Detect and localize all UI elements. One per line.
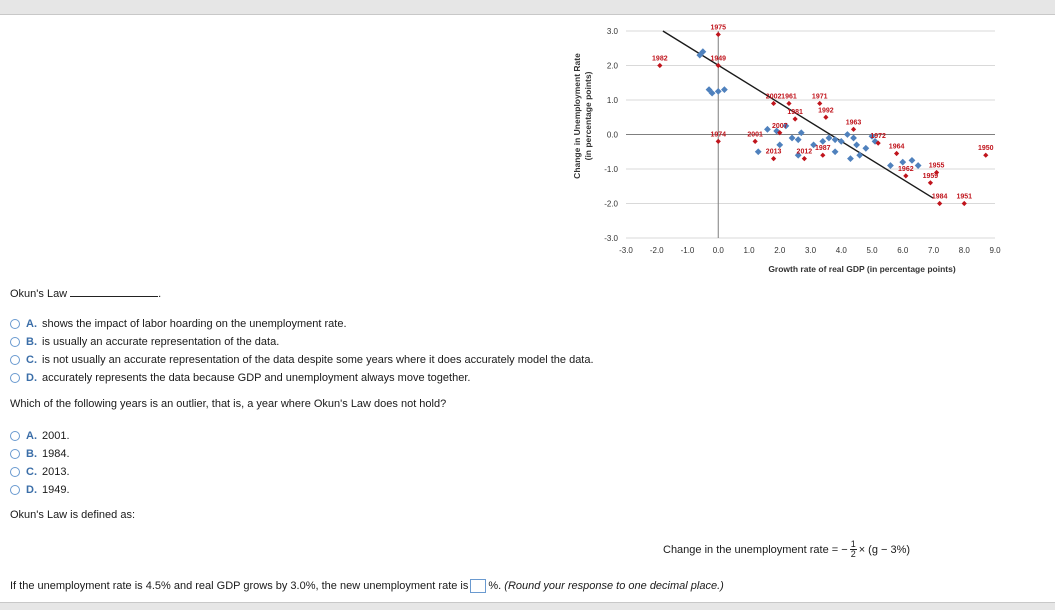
x-tick-labels: [619, 246, 1001, 255]
scatter-point: [915, 162, 922, 169]
formula-lhs: Change in the unemployment rate = −: [663, 543, 848, 556]
labeled-point-2002: [771, 101, 776, 106]
point-label-1959: 1959: [922, 172, 939, 180]
q2-option-b[interactable]: B. 1984.: [10, 448, 70, 460]
labeled-point-1950: [983, 153, 988, 158]
x-tick-label: 5.0: [866, 246, 878, 255]
chart-axes: [626, 31, 995, 238]
x-tick-label: 4.0: [835, 246, 847, 255]
y-tick-label: -3.0: [604, 234, 618, 243]
scatter-point: [715, 88, 722, 95]
formula-rhs: × (g − 3%): [858, 543, 911, 556]
scatter-point: [795, 136, 802, 143]
scatter-point: [862, 145, 869, 152]
labeled-point-1981: [793, 116, 798, 121]
q3-text-before: If the unemployment rate is 4.5% and real GDP grows by 3.0%, the new unemployment rate is: [10, 579, 469, 592]
point-label-1950: 1950: [977, 145, 994, 153]
x-tick-label: -2.0: [649, 246, 664, 255]
radio-icon[interactable]: [10, 431, 20, 441]
point-label-1963: 1963: [845, 119, 862, 127]
point-label-1987: 1987: [815, 145, 831, 153]
point-label-2007: 2007: [771, 122, 788, 130]
radio-icon[interactable]: [10, 467, 20, 477]
x-tick-label: 2.0: [774, 246, 786, 255]
x-tick-label: -3.0: [619, 246, 633, 255]
y-axis-label-line2: (in percentage points): [583, 71, 593, 161]
q2-option-c[interactable]: C. 2013.: [10, 466, 70, 478]
point-label-1972: 1972: [870, 133, 886, 141]
q1-option-b[interactable]: B. is usually an accurate representation of the data.: [10, 336, 279, 348]
y-tick-label: -2.0: [604, 199, 618, 209]
labeled-point-1992: [823, 115, 828, 120]
y-axis-label-line1: Change in Unemployment Rate: [572, 53, 582, 179]
scatter-point: [764, 126, 771, 133]
okun-scatter-chart: [560, 16, 1005, 278]
y-tick-label: -1.0: [604, 165, 618, 174]
radio-icon[interactable]: [10, 355, 20, 365]
point-label-1982: 1982: [652, 55, 668, 63]
y-tick-label: 1.0: [606, 96, 618, 105]
scatter-point: [776, 141, 783, 148]
labeled-point-1962: [903, 173, 908, 178]
point-label-2002: 2002: [765, 93, 782, 101]
labeled-point-1975: [716, 32, 721, 37]
okun-q1-blank: [70, 286, 158, 297]
scatter-point: [819, 138, 826, 145]
point-label-1962: 1962: [898, 165, 914, 173]
radio-icon[interactable]: [10, 319, 20, 329]
labeled-point-1963: [851, 127, 856, 132]
fraction-denominator: 2: [850, 549, 856, 559]
point-label-2001: 2001: [747, 131, 763, 139]
scatter-point: [798, 129, 805, 136]
x-tick-label: -1.0: [680, 246, 695, 255]
scatter-point: [755, 148, 762, 155]
okun-formula: [663, 540, 910, 559]
scatter-point: [789, 135, 796, 142]
point-label-1949: 1949: [710, 55, 727, 63]
point-label-1981: 1981: [787, 108, 803, 116]
labeled-point-2013: [771, 156, 776, 161]
x-tick-label: 9.0: [989, 246, 1001, 255]
point-label-1961: 1961: [781, 93, 797, 101]
y-tick-label: 0.0: [606, 130, 618, 140]
radio-icon[interactable]: [10, 373, 20, 383]
labeled-point-1951: [962, 201, 967, 206]
q1-option-c[interactable]: C. is not usually an accurate representation of the data despite some years where it does accurately model the data.: [10, 354, 594, 366]
labeled-point-1984: [937, 201, 942, 206]
top-bar: [0, 0, 1055, 15]
point-label-1975: 1975: [710, 24, 727, 32]
scatter-point: [899, 159, 906, 166]
scatter-point: [832, 148, 839, 155]
point-label-1955: 1955: [928, 162, 945, 170]
scatter-point: [909, 157, 916, 164]
x-tick-label: 0.0: [712, 246, 724, 255]
point-label-1971: 1971: [811, 93, 828, 101]
labeled-point-1987: [820, 153, 825, 158]
point-label-1951: 1951: [956, 193, 973, 201]
x-axis-label: Growth rate of real GDP (in percentage points): [768, 264, 956, 274]
point-label-2012: 2012: [796, 148, 813, 156]
radio-icon[interactable]: [10, 449, 20, 459]
formula-fraction: [850, 540, 857, 559]
point-label-1974: 1974: [710, 131, 727, 139]
labeled-point-1959: [928, 180, 933, 185]
scatter-point: [850, 135, 857, 142]
labeled-point-1964: [894, 151, 899, 156]
labeled-point-1974: [716, 139, 721, 144]
labeled-point-1971: [817, 101, 822, 106]
scatter-point: [853, 141, 860, 148]
labeled-point-2001: [753, 139, 758, 144]
point-label-2013: 2013: [765, 148, 782, 156]
point-label-1984: 1984: [931, 193, 948, 201]
scatter-point: [847, 155, 854, 162]
x-tick-label: 6.0: [897, 246, 909, 255]
labeled-point-2012: [802, 156, 807, 161]
point-label-1964: 1964: [888, 143, 905, 151]
radio-icon[interactable]: [10, 485, 20, 495]
q2-option-d[interactable]: D. 1949.: [10, 484, 70, 496]
q1-option-d[interactable]: D. accurately represents the data because GDP and unemployment always move together.: [10, 372, 470, 384]
scatter-point: [832, 136, 839, 143]
scatter-point: [856, 152, 863, 159]
q2-option-a[interactable]: A. 2001.: [10, 430, 70, 442]
x-tick-label: 3.0: [804, 246, 817, 255]
okun-q1-prompt: Okun's Law .: [10, 288, 162, 300]
x-tick-label: 1.0: [743, 246, 755, 255]
x-tick-label: 8.0: [958, 246, 970, 255]
okun-q1-prompt-text: Okun's Law: [10, 288, 68, 300]
labeled-point-1961: [786, 101, 791, 106]
labeled-point-1982: [657, 63, 662, 68]
point-label-1992: 1992: [818, 107, 834, 115]
scatter-point: [721, 86, 728, 93]
radio-icon[interactable]: [10, 337, 20, 347]
q3-text-after: %.: [488, 579, 502, 592]
y-tick-labels: [604, 27, 618, 243]
y-tick-label: 3.0: [606, 27, 618, 36]
y-tick-label: 2.0: [606, 61, 618, 71]
fraction-numerator: 1: [850, 539, 856, 549]
okun-q2-prompt: Which of the following years is an outlier, that is, a year where Okun's Law does not hold?: [10, 398, 447, 410]
x-tick-label: 7.0: [927, 246, 940, 255]
scatter-point: [844, 131, 851, 138]
q3-round-note: (Round your response to one decimal place.): [504, 579, 724, 592]
definition-intro: Okun's Law is defined as:: [10, 509, 136, 521]
unemployment-answer-input[interactable]: [470, 579, 486, 593]
q1-option-a[interactable]: A. shows the impact of labor hoarding on the unemployment rate.: [10, 318, 347, 330]
q3-question: [10, 579, 724, 593]
scatter-point: [887, 162, 894, 169]
